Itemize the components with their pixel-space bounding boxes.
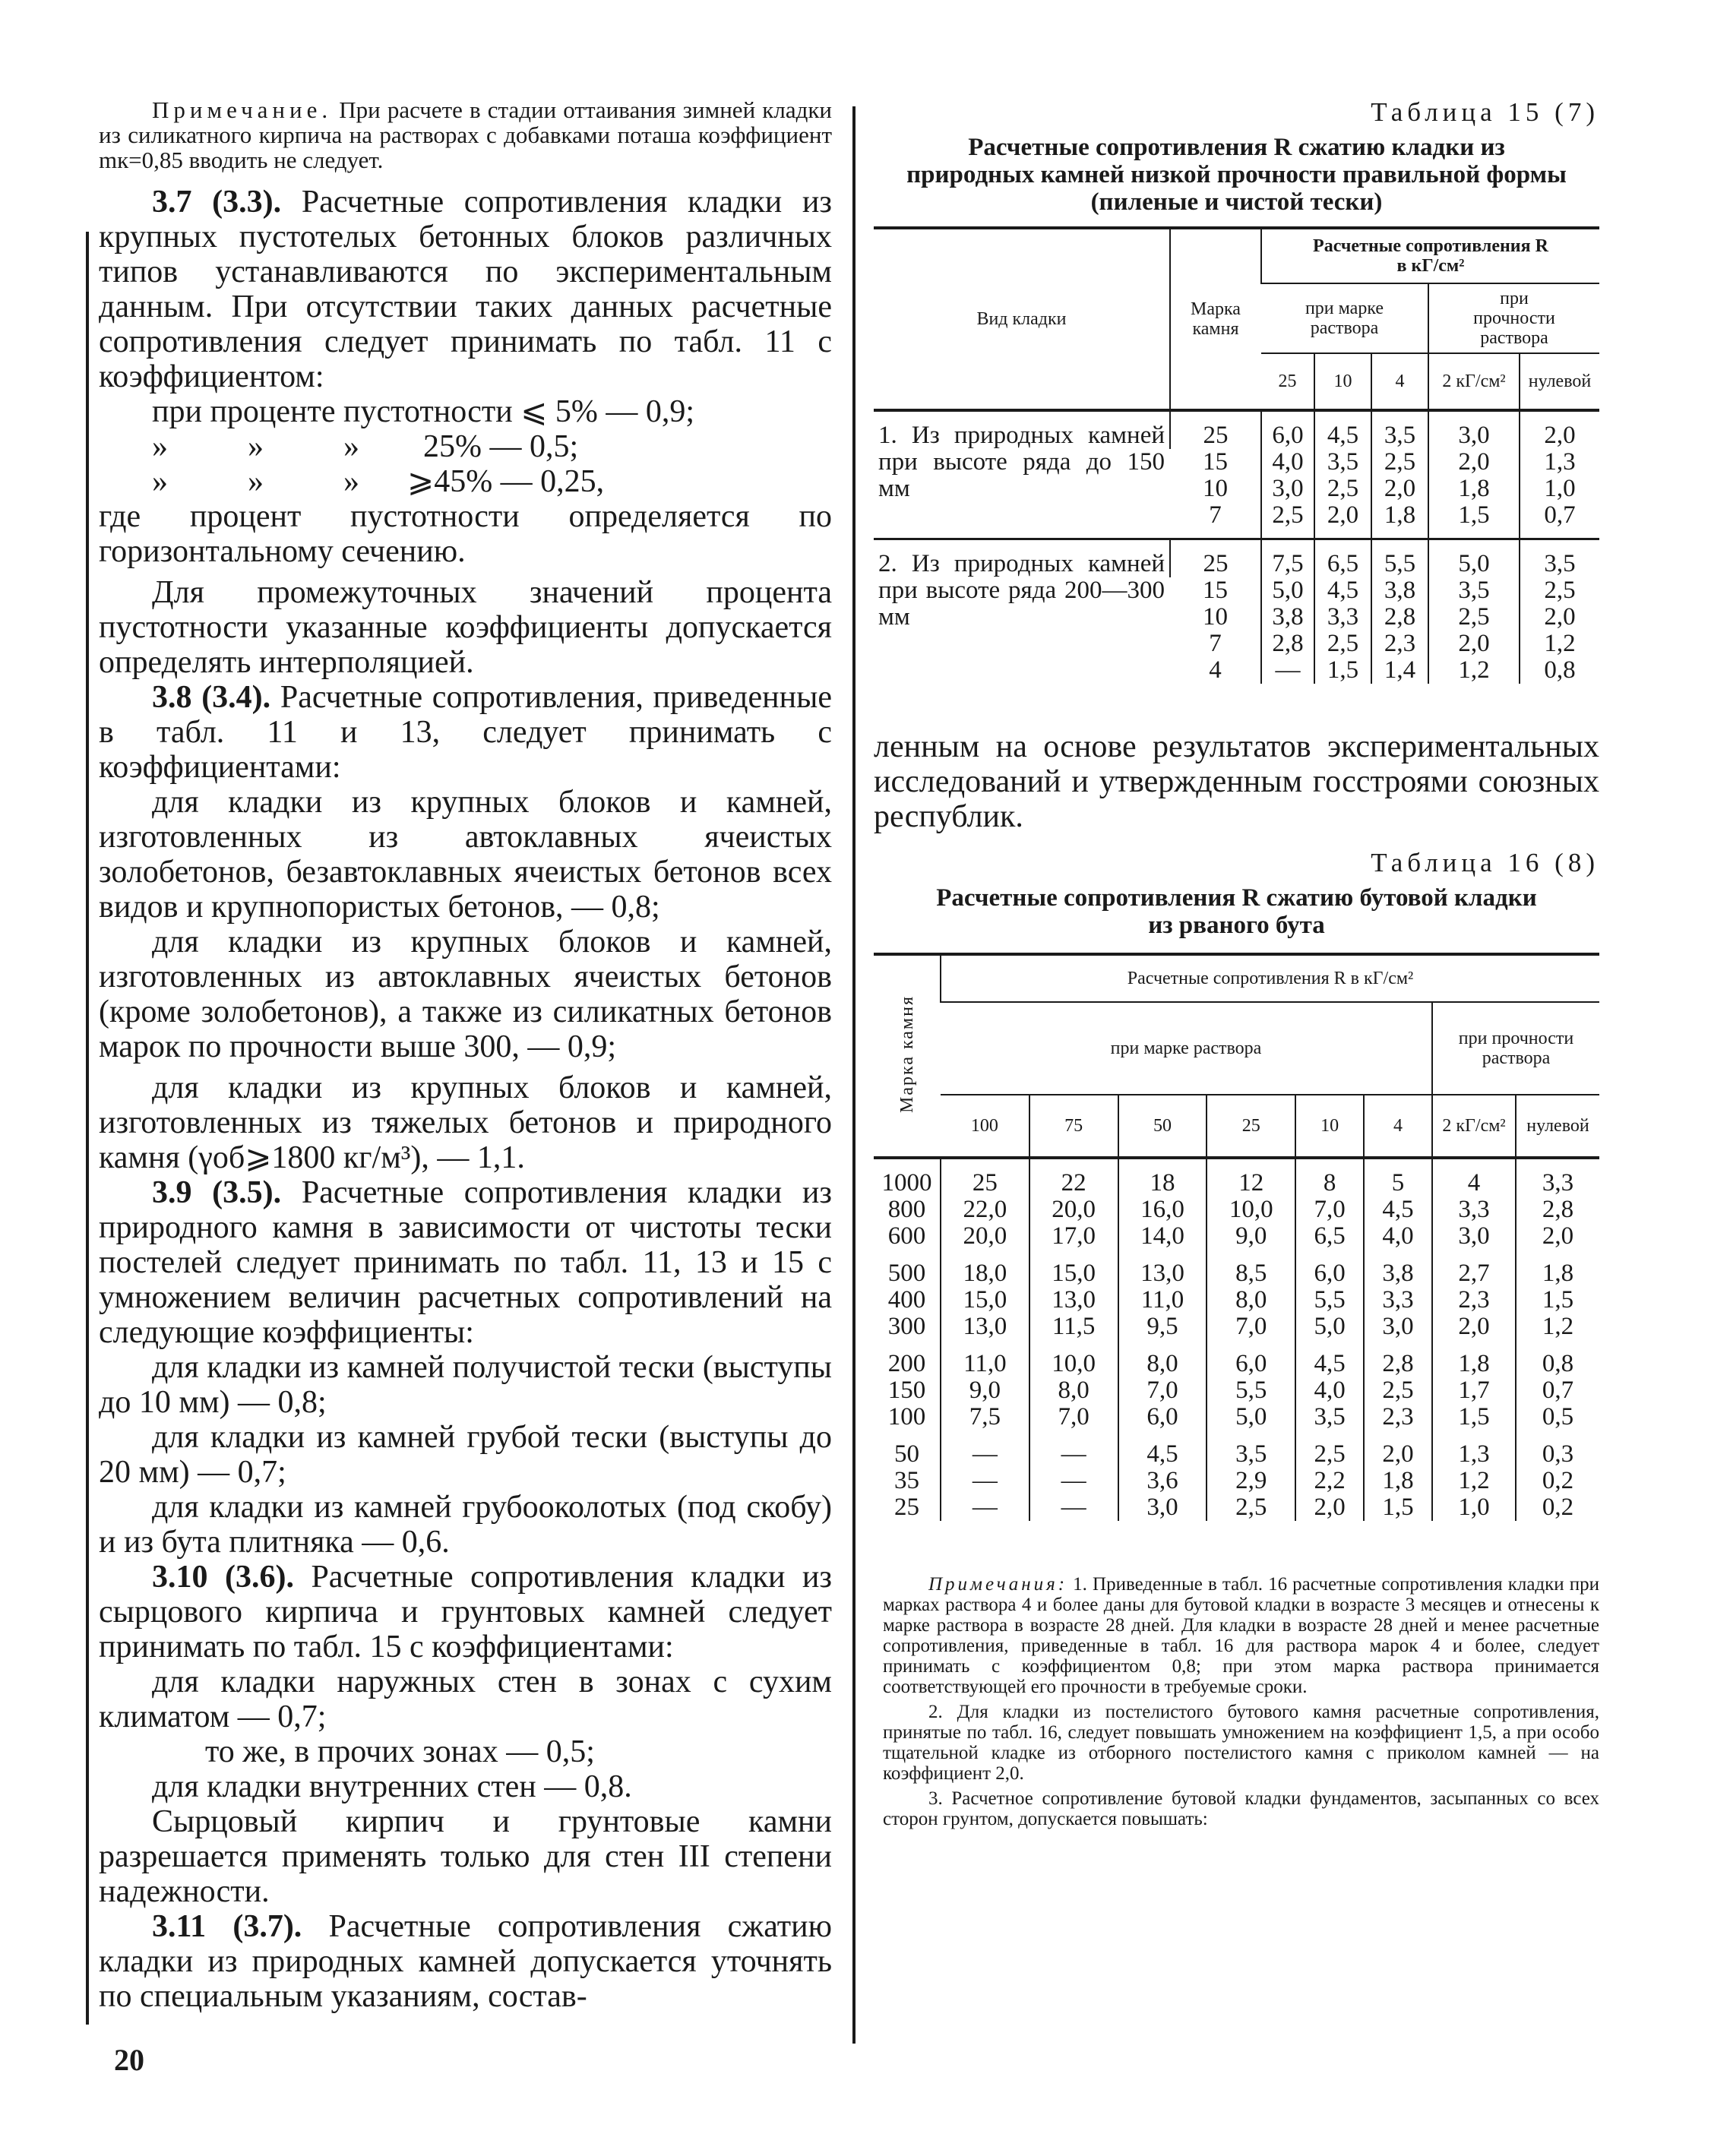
clause-3-9	[99, 1175, 832, 1350]
cell-grade: 10	[1203, 603, 1228, 631]
clause-3-8	[99, 680, 832, 785]
cell-value: 6,5	[1314, 539, 1371, 578]
coef-line-1: при проценте пустотности ⩽ 5% — 0,9;	[152, 394, 695, 429]
cell-value: 1,0	[1432, 1494, 1516, 1521]
cell-value: 2,0	[1428, 449, 1520, 476]
cell-value: 1,5	[1516, 1287, 1599, 1314]
cell-value: 2,0	[1295, 1494, 1364, 1521]
cell-value: 20,0	[1029, 1197, 1118, 1223]
cell-value: 12	[1207, 1158, 1295, 1197]
cell-value: 2,8	[1261, 631, 1314, 657]
cell-grade: 400	[887, 1286, 926, 1314]
note-paragraph	[99, 97, 832, 172]
coef-line-3: » » » ⩾45% — 0,25,	[152, 464, 605, 499]
cell-value: 1,2	[1428, 657, 1520, 684]
clause-text: Расчетные сопротивления, приведенные в табл. 11 и 13, следует принимать с коэффициентами:	[99, 680, 832, 785]
cell-grade: 1000	[881, 1169, 932, 1197]
cell-grade: 200	[887, 1350, 926, 1377]
cell-value: 2,0	[1428, 631, 1520, 657]
cell-value: 11,5	[1029, 1314, 1118, 1340]
table-15-title: Расчетные сопротивления R сжатию кладки из природных камней низкой прочности правильной формы (пиленые и чистой тески)	[906, 134, 1567, 216]
cell-value: 1,2	[1520, 631, 1599, 657]
cell-value: —	[1029, 1494, 1118, 1521]
cell-value: 8,0	[1029, 1377, 1118, 1404]
cell-value: 1,7	[1432, 1377, 1516, 1404]
cell-value: 0,7	[1516, 1377, 1599, 1404]
note-item: 3. Расчетное сопротивление бутовой кладки фундаментов, засыпанных со всех сторон грунтом, допускается повышать:	[883, 1788, 1599, 1829]
cell-value: 11,0	[1118, 1287, 1207, 1314]
cell-value: 10,0	[1207, 1197, 1295, 1223]
column-header: 4	[1364, 1095, 1432, 1158]
cell-value: 2,0	[1520, 410, 1599, 449]
cell-value: 13,0	[1118, 1250, 1207, 1287]
cell-value: 7,0	[1118, 1377, 1207, 1404]
cell-value: 0,3	[1516, 1430, 1599, 1468]
clause-3-10-item: для кладки внутренних стен — 0,8.	[152, 1769, 632, 1804]
cell-value: 6,0	[1118, 1404, 1207, 1430]
cell-grade: 15	[1203, 448, 1228, 476]
cell-value: 2,0	[1364, 1430, 1432, 1468]
cell-value: 13,0	[941, 1314, 1029, 1340]
cell-value: 20,0	[941, 1223, 1029, 1250]
cell-grade: 25	[1170, 410, 1261, 449]
cell-value: 9,0	[1207, 1223, 1295, 1250]
cell-value: 1,8	[1432, 1340, 1516, 1377]
cell-value: 5,5	[1207, 1377, 1295, 1404]
table-row	[874, 1340, 1599, 1377]
cell-value: 2,5	[1261, 502, 1314, 539]
cell-value: 3,8	[1364, 1250, 1432, 1287]
clause-3-8-item: для кладки из крупных блоков и камней, изготовленных из автоклавных ячеистых золобетонов, безавтоклавных ячеистых бетонов всех видов и крупнопористых бетонов, — 0,8;	[99, 785, 832, 925]
cell-grade: 7	[1209, 630, 1222, 657]
cell-value: 7,0	[1207, 1314, 1295, 1340]
cell-value: 5,0	[1295, 1314, 1364, 1340]
cell-value: 2,2	[1295, 1468, 1364, 1494]
column-header: 100	[941, 1095, 1029, 1158]
note-lead: Примечание.	[152, 96, 333, 123]
cell-value: 3,3	[1516, 1158, 1599, 1197]
note-item	[883, 1574, 1599, 1697]
table-16	[874, 953, 1599, 1521]
cell-value: 1,8	[1428, 476, 1520, 502]
cell-value: 0,8	[1516, 1340, 1599, 1377]
cell-value: 1,2	[1516, 1314, 1599, 1340]
cell-value: 4,0	[1295, 1377, 1364, 1404]
coef-line-2: » » » 25% — 0,5;	[152, 429, 579, 464]
column-header: нулевой	[1516, 1095, 1599, 1158]
cell-value: 3,0	[1118, 1494, 1207, 1521]
cell-value: 1,5	[1428, 502, 1520, 539]
table-row	[874, 1158, 1599, 1197]
clause-3-9-item: для кладки из камней получистой тески (выступы до 10 мм) — 0,8;	[99, 1350, 832, 1420]
cell-value: 11,0	[941, 1340, 1029, 1377]
table-15-label: Таблица 15 (7)	[1371, 97, 1599, 127]
cell-grade: 25	[1170, 539, 1261, 578]
cell-value: 5,5	[1295, 1287, 1364, 1314]
cell-value: 3,3	[1314, 604, 1371, 631]
cell-value: 5,0	[1207, 1404, 1295, 1430]
cell-value: 1,4	[1371, 657, 1428, 684]
cell-value: 2,8	[1364, 1340, 1432, 1377]
header-grade-label: Марка камня	[897, 994, 917, 1113]
cell-value: 2,8	[1516, 1197, 1599, 1223]
row-kind: 1. Из природных камней при высоте ряда до 150 мм	[874, 410, 1170, 539]
table-row	[874, 1404, 1599, 1430]
page-number: 20	[114, 2043, 144, 2077]
cell-value: 2,5	[1295, 1430, 1364, 1468]
cell-value: 6,5	[1295, 1223, 1364, 1250]
cell-grade: 600	[887, 1222, 926, 1250]
cell-value: 2,5	[1371, 449, 1428, 476]
header-mortar-grade: при марке раствора	[941, 1002, 1432, 1095]
cell-value: 3,5	[1314, 449, 1371, 476]
cell-value: 2,0	[1371, 476, 1428, 502]
clause-3-11	[99, 1909, 832, 2014]
cell-value: 1,8	[1364, 1468, 1432, 1494]
cell-value: 8,0	[1207, 1287, 1295, 1314]
header-resistance: Расчетные сопротивления R в кГ/см²	[941, 954, 1599, 1002]
cell-value: 1,3	[1520, 449, 1599, 476]
clause-text: Расчетные сопротивления сжатию кладки из природных камней допускается уточнять по специальным указаниям, состав-	[99, 1909, 832, 2014]
cell-value: 17,0	[1029, 1223, 1118, 1250]
header-mortar-strength: при прочности раствора	[1432, 1002, 1599, 1095]
cell-value: 3,6	[1118, 1468, 1207, 1494]
column-header: 25	[1261, 353, 1314, 410]
cell-value: 3,5	[1207, 1430, 1295, 1468]
cell-value: 13,0	[1029, 1287, 1118, 1314]
row-kind: 2. Из природных камней при высоте ряда 200—300 мм	[878, 550, 1165, 631]
clause-3-10-after: Сырцовый кирпич и грунтовые камни разрешается применять только для стен III степени надежности.	[99, 1804, 832, 1909]
table-row	[874, 1250, 1599, 1287]
cell-value: 3,5	[1295, 1404, 1364, 1430]
cell-value: —	[1029, 1468, 1118, 1494]
clause-3-9-item: для кладки из камней грубой тески (выступы до 20 мм) — 0,7;	[99, 1420, 832, 1490]
cell-value: 1,2	[1432, 1468, 1516, 1494]
cell-value: 2,7	[1432, 1250, 1516, 1287]
column-header: 10	[1295, 1095, 1364, 1158]
cell-value: 1,5	[1364, 1494, 1432, 1521]
cell-value: 2,0	[1516, 1223, 1599, 1250]
cell-value: 0,5	[1516, 1404, 1599, 1430]
cell-value: 18	[1118, 1158, 1207, 1197]
right-column	[874, 97, 1599, 1829]
cell-value: 8,0	[1118, 1340, 1207, 1377]
cell-value: 4,0	[1261, 449, 1314, 476]
cell-grade: 100	[887, 1403, 926, 1430]
cell-value: —	[1261, 657, 1314, 684]
clause-3-8-item: для кладки из крупных блоков и камней, изготовленных из тяжелых бетонов и природного камня (γоб⩾1800 кг/м³), — 1,1.	[99, 1070, 832, 1175]
column-header: 2 кГ/см²	[1428, 353, 1520, 410]
column-header: 10	[1314, 353, 1371, 410]
cell-value: 22	[1029, 1158, 1118, 1197]
clause-3-7-after: где процент пустотности определяется по горизонтальному сечению.	[99, 499, 832, 569]
cell-grade: 25	[894, 1494, 919, 1521]
clause-text: Расчетные сопротивления кладки из сырцового кирпича и грунтовых камней следует принимать по табл. 15 с коэффициентами:	[99, 1560, 832, 1664]
cell-value: 1,3	[1432, 1430, 1516, 1468]
cell-value: 3,0	[1261, 476, 1314, 502]
cell-value: 3,3	[1432, 1197, 1516, 1223]
cell-value: 15,0	[1029, 1250, 1118, 1287]
cell-value: 1,8	[1371, 502, 1428, 539]
clause-3-9-item: для кладки из камней грубооколотых (под скобу) и из бута плитняка — 0,6.	[99, 1490, 832, 1560]
clause-3-10-item: то же, в прочих зонах — 0,5;	[205, 1734, 595, 1769]
clause-3-8-item: для кладки из крупных блоков и камней, изготовленных из автоклавных ячеистых бетонов (кроме золобетонов), а также из силикатных бетонов марок по прочности выше 300, — 0,9;	[99, 925, 832, 1064]
cell-value: 0,8	[1520, 657, 1599, 684]
cell-grade: 35	[894, 1467, 919, 1494]
cell-value: 0,7	[1520, 502, 1599, 539]
notes-lead: Примечания:	[928, 1574, 1068, 1595]
cell-value: 3,0	[1428, 410, 1520, 449]
cell-grade: 50	[894, 1440, 919, 1468]
cell-value: 2,5	[1207, 1494, 1295, 1521]
cell-value: 3,5	[1520, 539, 1599, 578]
cell-value: —	[1029, 1430, 1118, 1468]
header-resistance: Расчетные сопротивления R в кГ/см²	[1261, 228, 1599, 283]
cell-value: 4,5	[1295, 1340, 1364, 1377]
cell-value: 9,0	[941, 1377, 1029, 1404]
table-16-title: Расчетные сопротивления R сжатию бутовой кладки из рваного бута	[936, 884, 1537, 939]
clause-text: Расчетные сопротивления кладки из крупных пустотелых бетонных блоков различных типов устанавливаются по экспериментальным данным. При отсутствии таких данных расчетные сопротивления следует принимать по табл. 11 с коэффициентом:	[99, 185, 832, 394]
cell-value: 2,5	[1364, 1377, 1432, 1404]
cell-value: 25	[941, 1158, 1029, 1197]
clause-3-10-item: для кладки наружных стен в зонах с сухим климатом — 0,7;	[99, 1664, 832, 1734]
cell-value: 1,5	[1432, 1404, 1516, 1430]
table-15	[874, 226, 1599, 684]
cell-grade: 4	[1209, 656, 1222, 684]
table-row	[874, 1223, 1599, 1250]
continuation-text: ленным на основе результатов экспериментальных исследований и утвержденным госстроями союзных республик.	[874, 729, 1599, 834]
cell-value: 3,0	[1364, 1314, 1432, 1340]
cell-value: 2,9	[1207, 1468, 1295, 1494]
header-grade: Марка камня	[1170, 228, 1261, 410]
table-row	[874, 1377, 1599, 1404]
cell-value: 2,3	[1364, 1404, 1432, 1430]
cell-value: 2,5	[1520, 577, 1599, 604]
cell-value: 9,5	[1118, 1314, 1207, 1340]
cell-value: 2,0	[1432, 1314, 1516, 1340]
cell-value: 2,5	[1428, 604, 1520, 631]
cell-value: 18,0	[941, 1250, 1029, 1287]
cell-value: 14,0	[1118, 1223, 1207, 1250]
cell-value: 3,5	[1371, 410, 1428, 449]
cell-value: 5,5	[1371, 539, 1428, 578]
cell-value: 6,0	[1295, 1250, 1364, 1287]
column-header: 4	[1371, 353, 1428, 410]
note-text: При расчете в стадии оттаивания зимней кладки из силикатного кирпича на растворах с добавками поташа коэффициент mк=0,85 вводить не следует.	[99, 96, 832, 173]
cell-value: 4,0	[1364, 1223, 1432, 1250]
cell-value: 0,2	[1516, 1494, 1599, 1521]
table-row	[874, 1314, 1599, 1340]
table-row	[874, 1197, 1599, 1223]
column-header: 25	[1207, 1095, 1295, 1158]
clause-text: Расчетные сопротивления кладки из природного камня в зависимости от чистоты тески постелей следует принимать по табл. 11, 13 и 15 с умножением величин расчетных сопротивлений на следующие коэффициенты:	[99, 1175, 832, 1350]
cell-value: 22,0	[941, 1197, 1029, 1223]
clause-3-7	[99, 185, 832, 394]
cell-value: 8,5	[1207, 1250, 1295, 1287]
cell-value: 10,0	[1029, 1340, 1118, 1377]
cell-value: 7,0	[1295, 1197, 1364, 1223]
table-16-label: Таблица 16 (8)	[1371, 848, 1599, 877]
clause-number: 3.9 (3.5).	[152, 1175, 282, 1210]
cell-value: 2,0	[1520, 604, 1599, 631]
table-row	[874, 1494, 1599, 1521]
column-header: 2 кГ/см²	[1432, 1095, 1516, 1158]
cell-value: 2,8	[1371, 604, 1428, 631]
clause-3-10	[99, 1560, 832, 1664]
cell-value: 5,0	[1261, 577, 1314, 604]
cell-value: 15,0	[941, 1287, 1029, 1314]
table-row	[874, 410, 1599, 449]
column-header: 75	[1029, 1095, 1118, 1158]
cell-value: 16,0	[1118, 1197, 1207, 1223]
cell-value: 2,3	[1371, 631, 1428, 657]
header-kind: Вид кладки	[874, 228, 1170, 410]
table-row	[874, 1287, 1599, 1314]
cell-value: 1,8	[1516, 1250, 1599, 1287]
cell-value: 7,0	[1029, 1404, 1118, 1430]
cell-value: 8	[1295, 1158, 1364, 1197]
clause-3-7-interp: Для промежуточных значений процента пустотности указанные коэффициенты допускается определять интерполяцией.	[99, 575, 832, 680]
cell-value: 3,5	[1428, 577, 1520, 604]
table-row	[874, 1430, 1599, 1468]
cell-value: 4,5	[1118, 1430, 1207, 1468]
cell-value: 3,8	[1261, 604, 1314, 631]
cell-value: —	[941, 1468, 1029, 1494]
cell-value: 2,5	[1314, 476, 1371, 502]
cell-value: 7,5	[941, 1404, 1029, 1430]
cell-value: 6,0	[1261, 410, 1314, 449]
cell-grade: 800	[887, 1196, 926, 1223]
cell-value: 5	[1364, 1158, 1432, 1197]
cell-grade: 15	[1203, 577, 1228, 604]
cell-value: 3,8	[1371, 577, 1428, 604]
clause-number: 3.8 (3.4).	[152, 680, 271, 715]
cell-value: —	[941, 1494, 1029, 1521]
cell-value: 6,0	[1207, 1340, 1295, 1377]
cell-grade: 500	[887, 1260, 926, 1287]
cell-value: 7,5	[1261, 539, 1314, 578]
cell-value: 5,0	[1428, 539, 1520, 578]
table-row	[874, 539, 1599, 578]
clause-number: 3.7 (3.3).	[152, 185, 282, 220]
note-text: 1. Приведенные в табл. 16 расчетные сопротивления кладки при марках раствора 4 и более даны для бутовой кладки в возрасте 3 месяцев и отнесены к марке раствора в возрасте 28 дней. Для кладки в возрасте 28 дней и менее расчетные сопротивления, приведенные в табл. 16 для раствора марок 4 и более, следует принимать с коэффициентом 0,8; при этом марка раствора принимается соответствующей его прочности в требуемые сроки.	[883, 1574, 1600, 1697]
cell-value: 1,5	[1314, 657, 1371, 684]
cell-value: 3,3	[1364, 1287, 1432, 1314]
cell-value: 4,5	[1314, 577, 1371, 604]
column-divider	[852, 106, 856, 2044]
cell-value: 1,0	[1520, 476, 1599, 502]
cell-value: 4,5	[1364, 1197, 1432, 1223]
cell-value: —	[941, 1430, 1029, 1468]
header-mortar-strength: при прочности раствора	[1428, 283, 1599, 353]
header-mortar-grade: при марке раствора	[1261, 283, 1428, 353]
cell-value: 0,2	[1516, 1468, 1599, 1494]
cell-grade: 150	[887, 1377, 926, 1404]
note-item: 2. Для кладки из постелистого бутового камня расчетные сопротивления, принятые по табл. 16, следует повышать умножением на коэффициент 1,5, а при особо тщательной кладке из отборного постелистого камня с приколом камней — на коэффициент 2,0.	[883, 1702, 1599, 1784]
cell-value: 2,5	[1314, 631, 1371, 657]
table-16-notes	[874, 1574, 1599, 1829]
cell-value: 2,0	[1314, 502, 1371, 539]
clause-number: 3.11 (3.7).	[152, 1909, 302, 1944]
cell-value: 3,0	[1432, 1223, 1516, 1250]
header-grade	[874, 954, 941, 1158]
cell-value: 4,5	[1314, 410, 1371, 449]
cell-grade: 10	[1203, 475, 1228, 502]
change-bar	[86, 232, 89, 2025]
cell-value: 4	[1432, 1158, 1516, 1197]
left-column	[99, 97, 832, 2014]
cell-value: 2,3	[1432, 1287, 1516, 1314]
clause-number: 3.10 (3.6).	[152, 1560, 294, 1595]
column-header: 50	[1118, 1095, 1207, 1158]
cell-grade: 7	[1170, 502, 1261, 539]
table-row	[874, 1468, 1599, 1494]
cell-grade: 300	[887, 1313, 926, 1340]
column-header: нулевой	[1520, 353, 1599, 410]
